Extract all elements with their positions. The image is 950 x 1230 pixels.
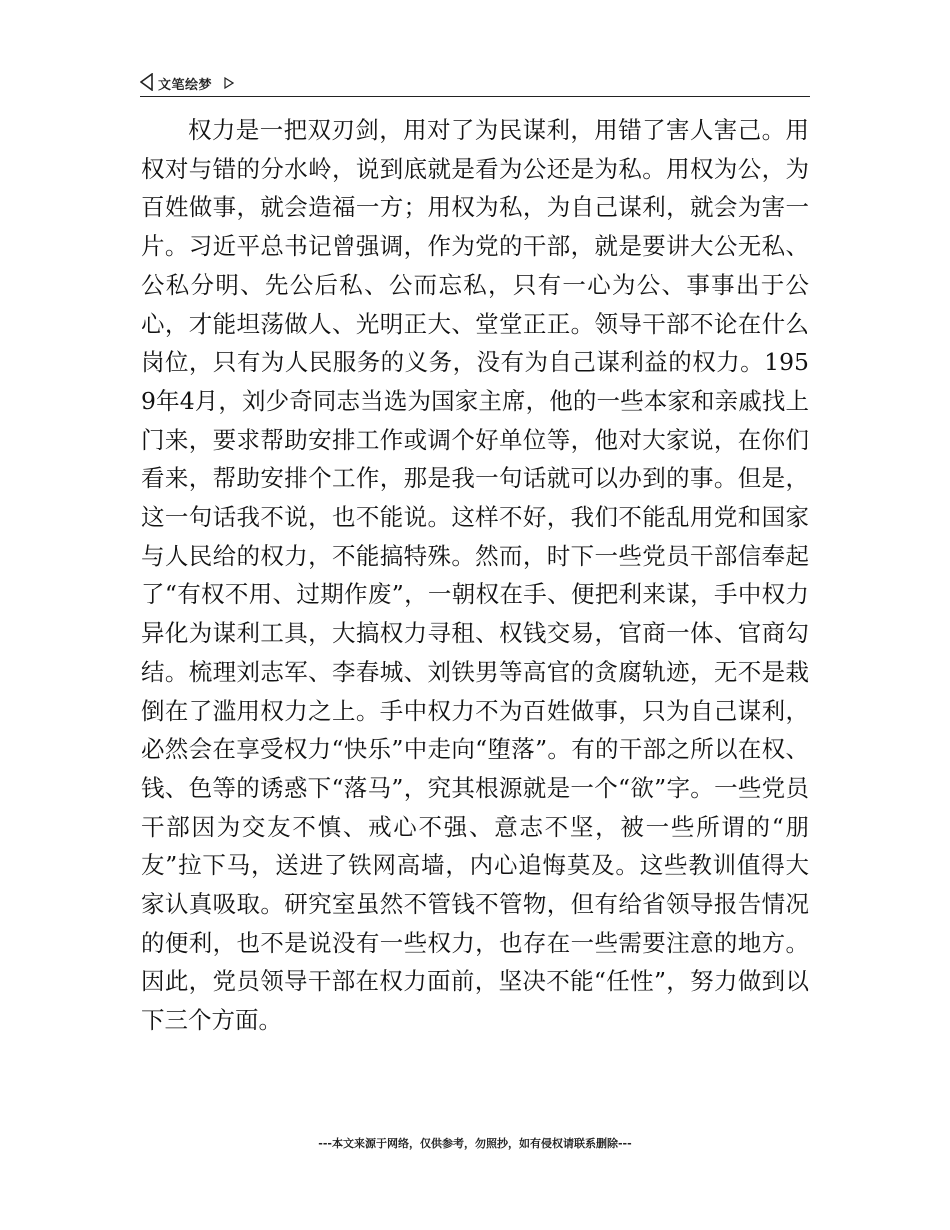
header-title: 文笔绘梦 — [158, 78, 213, 93]
body-paragraph: 权力是一把双刃剑，用对了为民谋利，用错了害人害己。用权对与错的分水岭，说到底就是看为公还是为私。用权为公，为百姓做事，就会造福一方；用权为私，为自己谋利，就会为害一片。习近平总书记曾强调，作为党的干部，就是要讲大公无私、公私分明、先公后私、公而忘私，只有一心为公、事事出于公心，才能坦荡做人、光明正大、堂堂正正。领导干部不论在什么岗位，只有为人民服务的义务，没有为自己谋利益的权力。1959年4月，刘少奇同志当选为国家主席，他的一些本家和亲戚找上门来，要求帮助安排工作或调个好单位等，他对大家说，在你们看来，帮助安排个工作，那是我一句话就可以办到的事。但是，这一句话我不说，也不能说。这样不好，我们不能乱用党和国家与人民给的权力，不能搞特殊。然而，时下一些党员干部信奉起了“有权不用、过期作废”，一朝权在手、便把利来谋，手中权力异化为谋利工具，大搞权力寻租、权钱交易，官商一体、官商勾结。梳理刘志军、李春城、刘铁男等高官的贪腐轨迹，无不是栽倒在了滥用权力之上。手中权力不为百姓做事，只为自己谋利，必然会在享受权力“快乐”中走向“堕落”。有的干部之所以在权、钱、色等的诱惑下“落马”，究其根源就是一个“欲”字。一些党员干部因为交友不慎、戒心不强、意志不坚，被一些所谓的“朋友”拉下马，送进了铁网高墙，内心追悔莫及。这些教训值得大家认真吸取。研究室虽然不管钱不管物，但有给省领导报告情况的便利，也不是说没有一些权力，也存在一些需要注意的地方。因此，党员领导干部在权力面前，坚决不能“任性”，努力做到以下三个方面。 — [141, 116, 809, 1035]
triangle-left-outline-icon — [140, 73, 154, 91]
page-header — [140, 72, 810, 97]
footer-disclaimer: ---本文来源于网络，仅供参考，勿照抄，如有侵权请联系删除--- — [318, 1137, 632, 1150]
triangle-right-outline-icon — [224, 74, 234, 86]
